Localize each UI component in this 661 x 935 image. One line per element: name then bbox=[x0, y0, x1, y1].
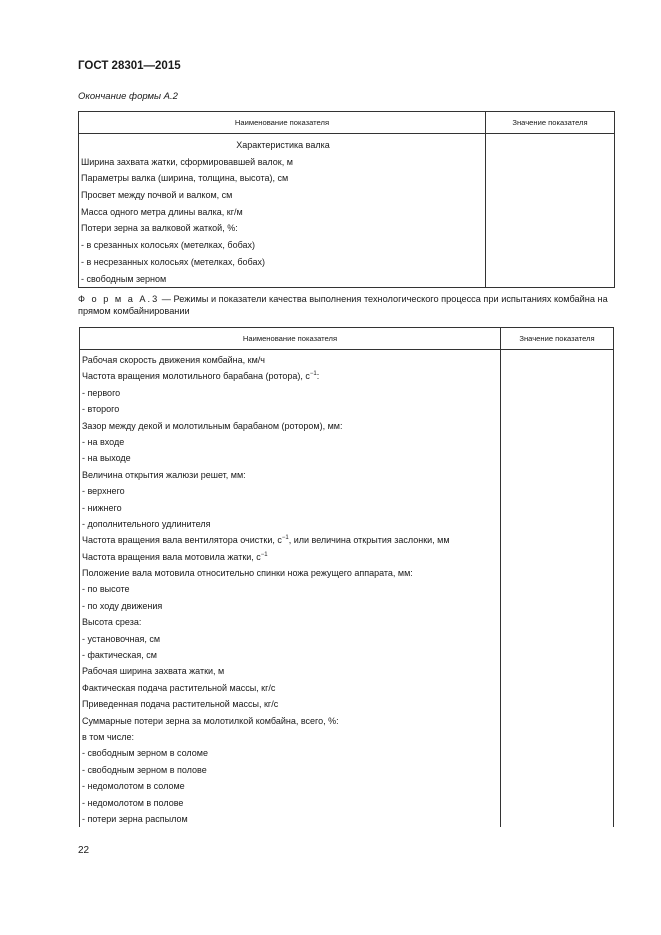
table-row: Рабочая ширина захвата жатки, м bbox=[82, 666, 225, 677]
table-row: Величина открытия жалюзи решет, мм: bbox=[82, 469, 246, 480]
exponent: −1 bbox=[281, 535, 289, 542]
table-row: - на выходе bbox=[82, 453, 131, 464]
column-header-name: Наименование показателя bbox=[80, 328, 501, 350]
table-row: - свободным зерном в полове bbox=[82, 764, 207, 775]
table-row bbox=[80, 532, 500, 548]
column-header-name: Наименование показателя bbox=[79, 112, 486, 134]
table-row: в том числе: bbox=[82, 731, 134, 742]
form-a3-caption-text: — Режимы и показатели качества выполнения технологического процесса при испытаниях комбайна на прямом комбайнировании bbox=[78, 294, 608, 316]
table-row: - свободным зерном в соломе bbox=[82, 748, 208, 759]
table-row: Ширина захвата жатки, сформировавшей валок, м bbox=[81, 156, 293, 167]
table-row: - верхнего bbox=[82, 486, 125, 497]
form-a3-caption bbox=[78, 293, 618, 317]
table-row: - недомолотом в полове bbox=[82, 797, 184, 808]
table-row: Характеристика валка bbox=[236, 140, 330, 150]
document-header: ГОСТ 28301—2015 bbox=[78, 60, 181, 72]
exponent: −1 bbox=[260, 551, 268, 558]
indicator-values-cell bbox=[501, 350, 614, 828]
table-row: - на входе bbox=[82, 436, 125, 447]
table-row: Высота среза: bbox=[82, 617, 142, 628]
row-text: Частота вращения молотильного барабана (ротора), с bbox=[82, 371, 310, 382]
table-row: Просвет между почвой и валком, см bbox=[81, 190, 233, 201]
table-row: - по ходу движения bbox=[82, 600, 163, 611]
table-body bbox=[80, 350, 614, 828]
form-a2-caption: Окончание формы А.2 bbox=[78, 91, 178, 102]
table-row: Зазор между декой и молотильным барабаном (ротором), мм: bbox=[82, 420, 343, 431]
page-number: 22 bbox=[78, 845, 90, 856]
indicator-names-cell bbox=[79, 134, 486, 288]
table-row: - потери зерна распылом bbox=[82, 813, 188, 824]
table-row: - в несрезанных колосьях (метелках, бобах) bbox=[81, 256, 265, 267]
table-row: Фактическая подача растительной массы, кг/с bbox=[82, 682, 276, 693]
table-row: - нижнего bbox=[82, 502, 122, 513]
table-body bbox=[79, 134, 615, 288]
table-row: Приведенная подача растительной массы, кг/с bbox=[82, 699, 279, 710]
form-a3-table bbox=[79, 327, 614, 827]
table-row bbox=[80, 549, 500, 565]
table-row: - установочная, см bbox=[82, 633, 161, 644]
table-row: Параметры валка (ширина, толщина, высота), см bbox=[81, 173, 289, 184]
table-row: Положение вала мотовила относительно спинки ножа режущего аппарата, мм: bbox=[82, 568, 413, 579]
form-a2-table bbox=[78, 111, 615, 288]
indicator-names-cell bbox=[80, 350, 501, 828]
table-row: - первого bbox=[82, 387, 121, 398]
table-row: - по высоте bbox=[82, 584, 130, 595]
column-header-value: Значение показателя bbox=[486, 112, 615, 134]
table-header-row bbox=[79, 112, 615, 134]
exponent: −1 bbox=[309, 371, 317, 378]
table-row: - дополнительного удлинителя bbox=[82, 518, 211, 529]
row-suffix: : bbox=[316, 371, 320, 382]
table-row: Потери зерна за валковой жаткой, %: bbox=[81, 223, 238, 234]
table-row: Масса одного метра длины валка, кг/м bbox=[81, 206, 243, 217]
column-header-value: Значение показателя bbox=[501, 328, 614, 350]
table-row: Рабочая скорость движения комбайна, км/ч bbox=[82, 355, 265, 365]
indicator-values-cell bbox=[486, 134, 615, 288]
table-row: - второго bbox=[82, 404, 120, 415]
table-header-row bbox=[80, 328, 614, 350]
row-suffix: , или величина открытия заслонки, мм bbox=[288, 535, 450, 546]
form-a3-label: Ф о р м а А.3 bbox=[78, 294, 160, 304]
table-row: - свободным зерном bbox=[81, 273, 167, 284]
table-row bbox=[80, 368, 500, 384]
table-row: - в срезанных колосьях (метелках, бобах) bbox=[81, 240, 256, 251]
table-row: - недомолотом в соломе bbox=[82, 781, 185, 792]
table-row: - фактическая, см bbox=[82, 650, 157, 661]
row-text: Частота вращения вала мотовила жатки, с bbox=[82, 551, 261, 562]
row-text: Частота вращения вала вентилятора очистки, с bbox=[82, 535, 282, 546]
table-row: Суммарные потери зерна за молотилкой комбайна, всего, %: bbox=[82, 715, 339, 726]
